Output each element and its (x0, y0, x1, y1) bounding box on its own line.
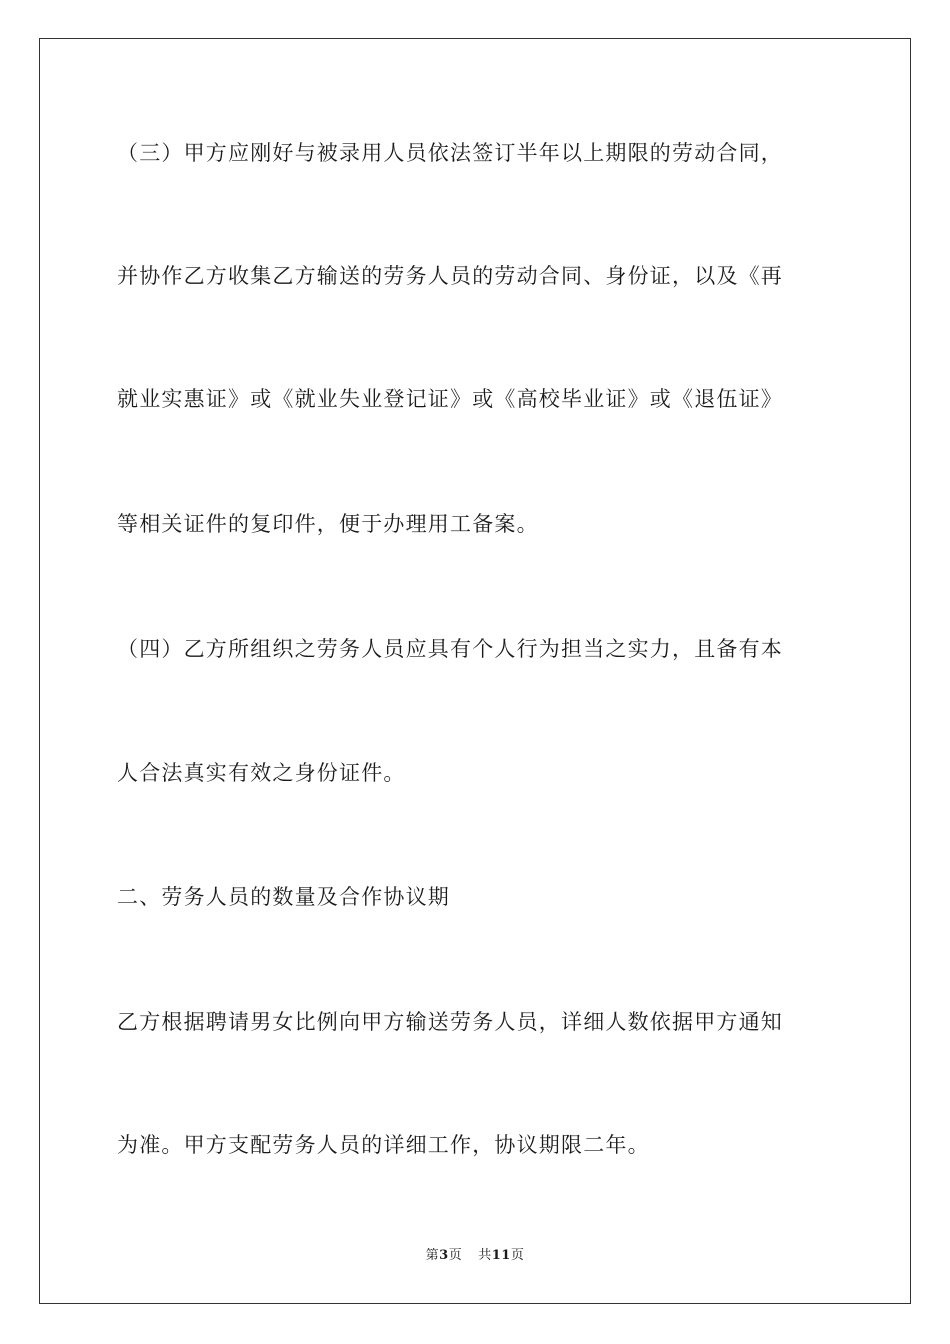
page-footer (0, 1247, 950, 1265)
text-line-9: 为准。甲方支配劳务人员的详细工作，协议期限二年。 (117, 1133, 650, 1157)
total-prefix: 共 (478, 1248, 492, 1263)
page-total: 11 (491, 1248, 511, 1263)
text-line-8: 乙方根据聘请男女比例向甲方输送劳务人员，详细人数依据甲方通知 (117, 1010, 783, 1034)
text-line-1: （三）甲方应刚好与被录用人员依法签订半年以上期限的劳动合同， (117, 141, 783, 165)
text-line-6: 人合法真实有效之身份证件。 (117, 761, 406, 785)
text-line-3: 就业实惠证》或《就业失业登记证》或《高校毕业证》或《退伍证》 (117, 387, 783, 411)
page-border (39, 38, 911, 1304)
section-heading: 二、劳务人员的数量及合作协议期 (117, 885, 450, 909)
total-suffix: 页 (510, 1248, 525, 1263)
page-prefix: 第 (425, 1248, 440, 1263)
page-current: 3 (439, 1248, 449, 1263)
text-line-4: 等相关证件的复印件，便于办理用工备案。 (117, 512, 539, 536)
page-suffix: 页 (448, 1248, 463, 1263)
text-line-2: 并协作乙方收集乙方输送的劳务人员的劳动合同、身份证，以及《再 (117, 264, 783, 288)
text-line-5: （四）乙方所组织之劳务人员应具有个人行为担当之实力，且备有本 (117, 637, 783, 661)
